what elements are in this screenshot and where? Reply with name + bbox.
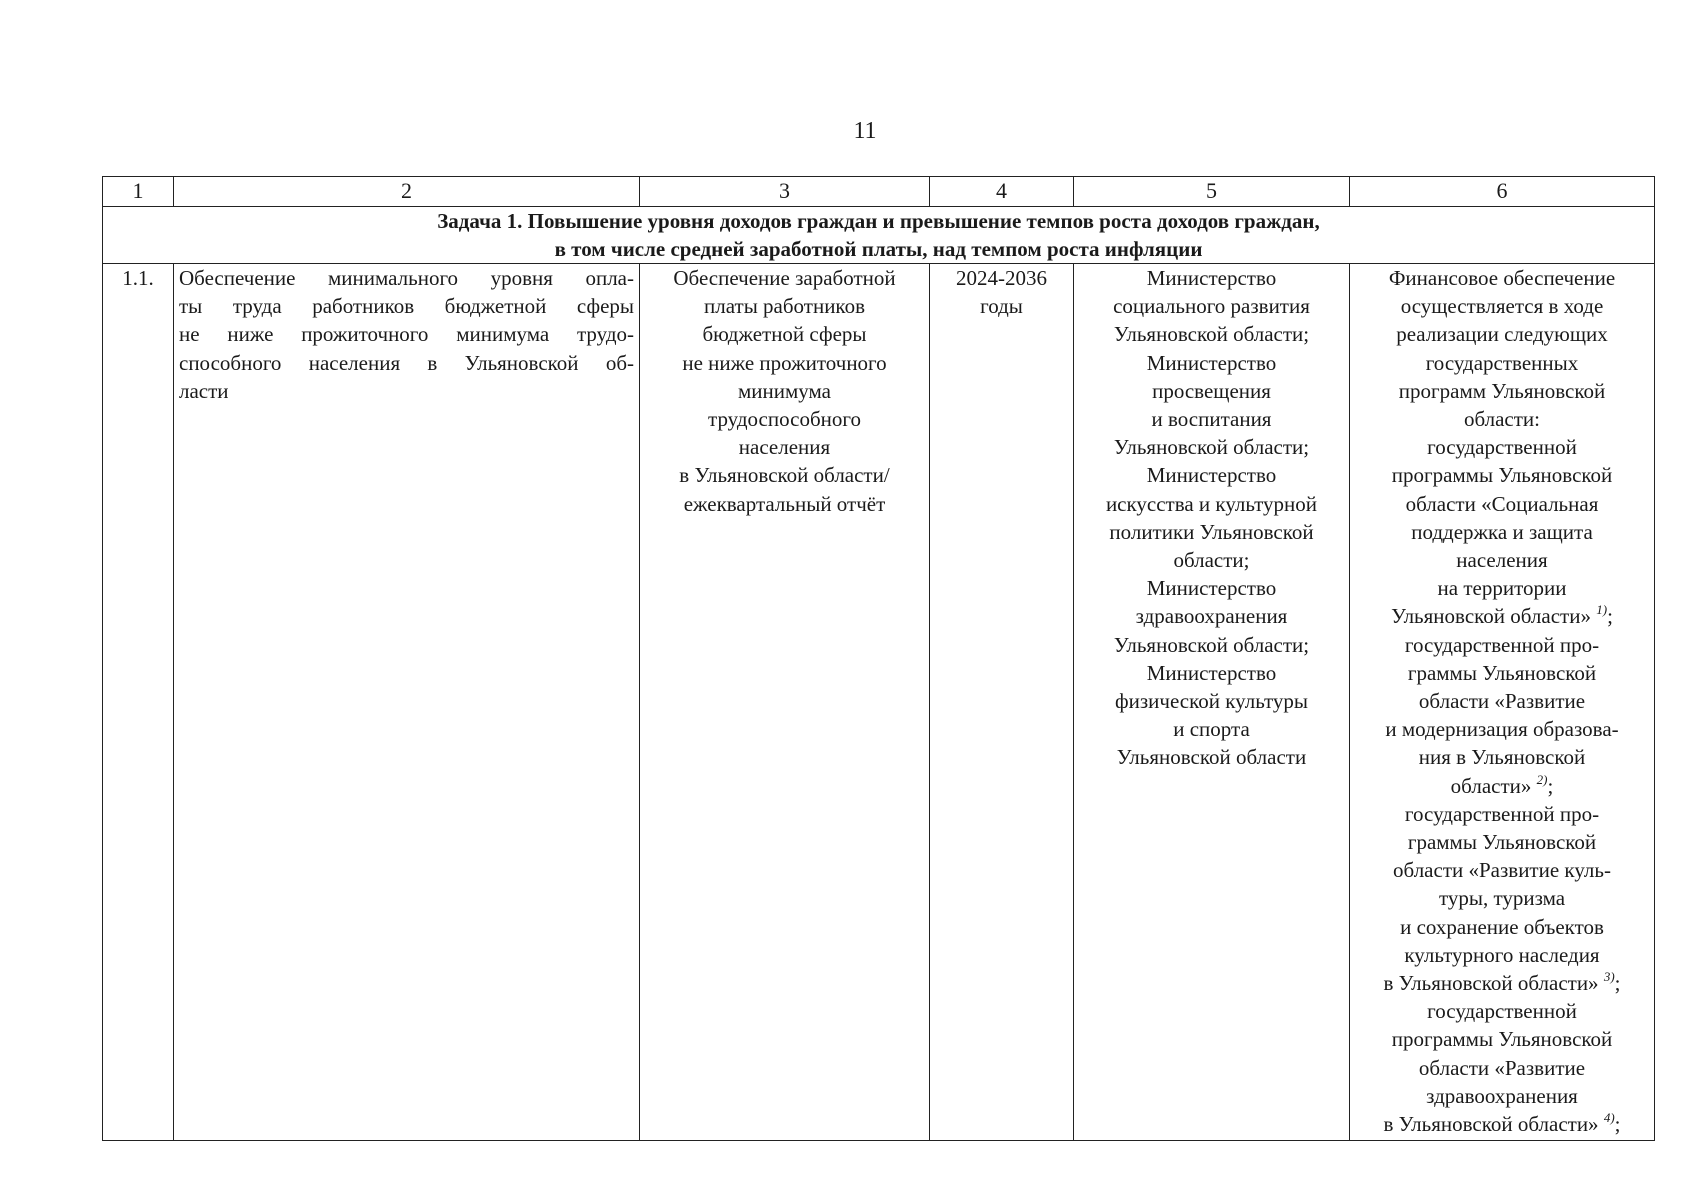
financing-line — [1355, 546, 1649, 574]
financing-line-text: программы Ульяновской — [1391, 1027, 1613, 1052]
financing-line — [1355, 800, 1649, 828]
financing-line-text: области «Развитие куль- — [1393, 858, 1611, 883]
financing-line-text: и модернизация образова- — [1385, 717, 1619, 742]
financing-line-suffix: ; — [1614, 971, 1621, 996]
responsible-line: Министерство — [1146, 660, 1277, 685]
responsible-line: физической культуры — [1115, 689, 1308, 714]
financing-line — [1355, 602, 1649, 630]
financing-line — [1355, 1110, 1649, 1138]
result-line: в Ульяновской области/ — [679, 463, 890, 488]
financing-line-suffix: ; — [1614, 1112, 1621, 1137]
financing-line-text: области» — [1450, 773, 1532, 798]
financing-line — [1355, 969, 1649, 997]
period-line: годы — [980, 294, 1023, 319]
financing-line-text: государственной — [1427, 999, 1577, 1024]
measure-line: ласти — [179, 378, 229, 403]
measure-cell — [174, 264, 640, 1141]
financing-line — [1355, 264, 1649, 292]
financing-line — [1355, 828, 1649, 856]
result-line: Обеспечение заработной — [673, 266, 896, 290]
column-number-3: 3 — [640, 177, 930, 207]
financing-line-text: туры, туризма — [1438, 886, 1566, 911]
responsible-line: Ульяновской области; — [1113, 632, 1310, 657]
responsible-line: просвещения — [1152, 378, 1271, 403]
financing-line-text: на территории — [1437, 576, 1567, 601]
footnote-mark: 3) — [1603, 969, 1615, 985]
result-line: населения — [738, 435, 831, 460]
financing-line-text: государственной — [1427, 435, 1577, 460]
task-heading-line-2: в том числе средней заработной платы, над темпом роста инфляции — [554, 237, 1203, 261]
result-line: трудоспособного — [708, 407, 861, 432]
measure-line: не ниже прожиточного минимума трудо- — [179, 322, 634, 347]
financing-line-text: области «Социальная — [1405, 491, 1599, 516]
financing-line — [1355, 1054, 1649, 1082]
column-number-1: 1 — [103, 177, 174, 207]
financing-line-suffix: ; — [1547, 773, 1554, 798]
financing-line-text: граммы Ульяновской — [1407, 830, 1597, 855]
responsible-line: социального развития — [1113, 294, 1310, 319]
financing-line-text: в Ульяновской области» — [1383, 971, 1599, 996]
responsible-line: и воспитания — [1151, 407, 1272, 432]
financing-line — [1355, 320, 1649, 348]
financing-line — [1355, 518, 1649, 546]
responsible-line: Министерство — [1146, 266, 1277, 290]
row-number: 1.1. — [103, 264, 174, 1141]
column-number-5: 5 — [1074, 177, 1350, 207]
column-number-row — [103, 177, 1655, 207]
task-heading-row — [103, 207, 1655, 264]
financing-line — [1355, 405, 1649, 433]
financing-line-text: здравоохранения — [1426, 1083, 1578, 1108]
financing-cell — [1350, 264, 1655, 1141]
financing-line — [1355, 1082, 1649, 1110]
financing-line — [1355, 941, 1649, 969]
period-line: 2024-2036 — [956, 266, 1047, 290]
financing-line-text: области «Развитие — [1418, 689, 1586, 714]
responsible-line: Министерство — [1146, 576, 1277, 601]
measure-line: Обеспечение минимального уровня опла- — [179, 266, 634, 290]
financing-line — [1355, 715, 1649, 743]
financing-line-text: осуществляется в ходе — [1400, 294, 1604, 319]
financing-line — [1355, 349, 1649, 377]
financing-line-text: культурного наследия — [1404, 942, 1600, 967]
responsible-line: и спорта — [1173, 717, 1250, 742]
responsible-line: Министерство — [1146, 463, 1277, 488]
footnote-mark: 4) — [1603, 1110, 1615, 1126]
responsible-line: Ульяновской области; — [1113, 435, 1310, 460]
financing-line — [1355, 461, 1649, 489]
financing-line-text: поддержка и защита — [1411, 519, 1593, 544]
responsible-line: области; — [1173, 548, 1250, 573]
responsible-line: искусства и культурной — [1105, 491, 1318, 516]
financing-line-text: программы Ульяновской — [1391, 463, 1613, 488]
responsible-line: Ульяновской области — [1116, 745, 1307, 770]
financing-line-text: в Ульяновской области» — [1383, 1112, 1599, 1137]
financing-line-text: государственных — [1425, 350, 1579, 375]
responsible-line: политики Ульяновской — [1109, 519, 1314, 544]
financing-line-text: ния в Ульяновской — [1418, 745, 1586, 770]
financing-line — [1355, 659, 1649, 687]
table-row — [103, 264, 1655, 1141]
footnote-mark: 1) — [1596, 602, 1608, 618]
financing-line — [1355, 743, 1649, 771]
financing-line — [1355, 997, 1649, 1025]
financing-line-text: государственной про- — [1404, 801, 1600, 826]
measures-table — [102, 176, 1655, 1141]
column-number-4: 4 — [930, 177, 1074, 207]
financing-line-text: государственной про- — [1404, 632, 1600, 657]
financing-line — [1355, 631, 1649, 659]
result-line: не ниже прожиточного — [682, 350, 887, 375]
financing-line-suffix: ; — [1607, 604, 1613, 629]
financing-line — [1355, 574, 1649, 602]
responsible-line: Министерство — [1146, 350, 1277, 375]
page-number: 11 — [853, 118, 877, 144]
financing-line-text: Финансовое обеспечение — [1388, 266, 1616, 290]
financing-line-text: населения — [1456, 548, 1548, 573]
financing-line-text: программ Ульяновской — [1398, 378, 1606, 403]
task-heading-line-1: Задача 1. Повышение уровня доходов граждан и превышение темпов роста доходов граждан, — [437, 209, 1320, 233]
financing-line — [1355, 490, 1649, 518]
result-cell — [640, 264, 930, 1141]
task-heading — [103, 207, 1655, 264]
financing-line — [1355, 913, 1649, 941]
financing-line — [1355, 292, 1649, 320]
responsible-cell — [1074, 264, 1350, 1141]
column-number-2: 2 — [174, 177, 640, 207]
footnote-mark: 2) — [1536, 771, 1548, 787]
financing-line — [1355, 377, 1649, 405]
column-number-6: 6 — [1350, 177, 1655, 207]
financing-line — [1355, 433, 1649, 461]
financing-line-text: области: — [1463, 407, 1541, 432]
financing-line-text: и сохранение объектов — [1400, 914, 1604, 939]
result-line: платы работников — [704, 294, 865, 319]
financing-line-text: реализации следующих — [1396, 322, 1608, 347]
measure-line: ты труда работников бюджетной сферы — [179, 294, 634, 319]
measure-line: способного населения в Ульяновской об- — [179, 350, 634, 375]
responsible-line: здравоохранения — [1135, 604, 1288, 629]
financing-line-text: граммы Ульяновской — [1407, 660, 1597, 685]
result-line: минимума — [738, 378, 831, 403]
financing-line-text: Ульяновской области» — [1391, 604, 1591, 629]
result-line: бюджетной сферы — [702, 322, 867, 347]
financing-line-text: области «Развитие — [1418, 1055, 1586, 1080]
financing-line — [1355, 856, 1649, 884]
financing-line — [1355, 687, 1649, 715]
financing-line — [1355, 772, 1649, 800]
financing-line — [1355, 884, 1649, 912]
financing-line — [1355, 1025, 1649, 1053]
responsible-line: Ульяновской области; — [1113, 322, 1310, 347]
result-line: ежеквартальный отчёт — [683, 491, 886, 516]
period-cell — [930, 264, 1074, 1141]
